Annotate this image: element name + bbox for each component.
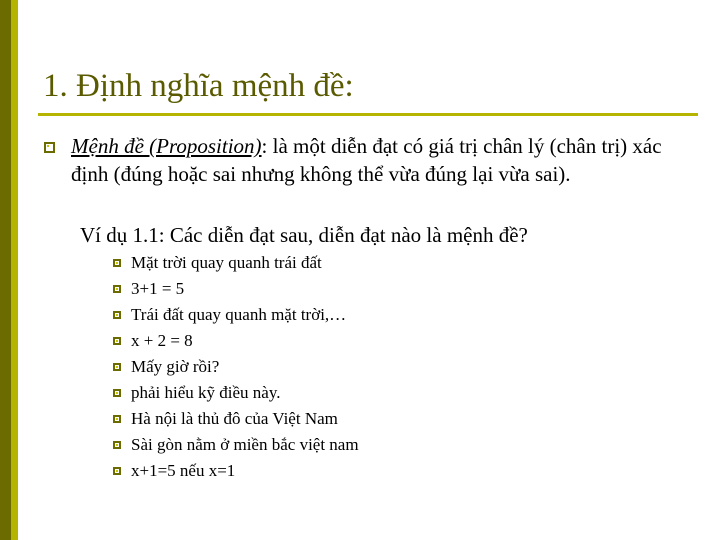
slide-title: 1. Định nghĩa mệnh đề: — [43, 68, 354, 104]
example-text: 3+1 = 5 — [131, 279, 185, 298]
square-bullet-icon — [113, 259, 121, 267]
left-accent-bar-light — [11, 0, 18, 540]
example-text: phải hiểu kỹ điều này. — [131, 383, 281, 402]
example-text: Trái đất quay quanh mặt trời,… — [131, 305, 347, 324]
definition-text: : là một diễn đạt có giá trị chân lý (chân trị) xác định (đúng hoặc sai nhưng không thể vừa đúng lại vừa sai). — [71, 134, 662, 186]
square-bullet-icon — [113, 389, 121, 397]
list-item — [113, 302, 359, 328]
example-list — [113, 250, 359, 484]
list-item — [113, 458, 359, 484]
definition-paragraph — [71, 132, 686, 188]
list-item — [113, 354, 359, 380]
example-text: x+1=5 nếu x=1 — [131, 461, 236, 480]
left-accent-bar-dark — [0, 0, 11, 540]
example-text: x + 2 = 8 — [131, 331, 193, 350]
list-item — [113, 380, 359, 406]
list-item — [113, 250, 359, 276]
square-bullet-icon — [113, 415, 121, 423]
example-text: Mặt trời quay quanh trái đất — [131, 253, 322, 272]
square-bullet-icon — [113, 467, 121, 475]
list-item — [113, 328, 359, 354]
square-bullet-icon — [113, 337, 121, 345]
square-bullet-icon — [113, 311, 121, 319]
example-intro: Ví dụ 1.1: Các diễn đạt sau, diễn đạt nào là mệnh đề? — [80, 223, 528, 247]
square-bullet-icon — [44, 142, 55, 153]
example-text: Hà nội là thủ đô của Việt Nam — [131, 409, 338, 428]
square-bullet-icon — [113, 285, 121, 293]
list-item — [113, 406, 359, 432]
list-item — [113, 432, 359, 458]
square-bullet-icon — [113, 441, 121, 449]
example-text: Mấy giờ rồi? — [131, 357, 220, 376]
square-bullet-icon — [113, 363, 121, 371]
example-text: Sài gòn nằm ở miền bắc việt nam — [131, 435, 359, 454]
list-item — [113, 276, 359, 302]
definition-term: Mệnh đề (Proposition) — [71, 134, 262, 158]
title-underline-rule — [38, 113, 698, 116]
